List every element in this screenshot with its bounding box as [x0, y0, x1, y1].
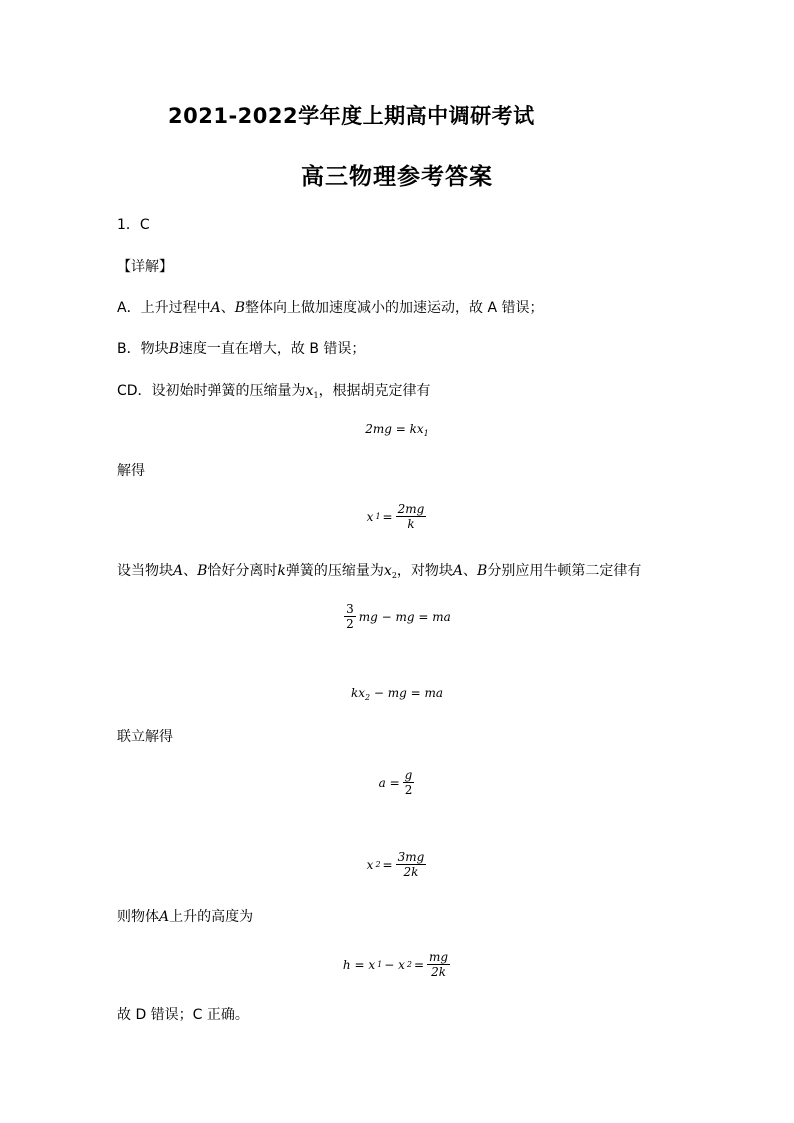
denominator: 2: [404, 783, 413, 797]
eq-a-lhs: a =: [378, 775, 400, 790]
equation-x1: [0, 502, 794, 531]
eq-newton-b-kx: kx: [350, 686, 365, 700]
eq-newton-b-rest: − mg = ma: [370, 686, 444, 700]
denominator: 2: [346, 617, 354, 631]
conclusion-line: 故 D 错误；C 正确。: [117, 1007, 249, 1023]
setup-text-4: ，对物块: [396, 563, 453, 579]
setup-text-3: 弹簧的压缩量为: [285, 563, 384, 579]
combined-solve-label: 联立解得: [117, 729, 173, 745]
equation-x2: [0, 850, 794, 879]
document-title: 2021-2022学年度上期高中调研考试: [168, 104, 535, 128]
option-a-line: [117, 299, 543, 317]
option-b-line: [117, 340, 365, 358]
fraction: [396, 502, 427, 531]
setup-text-5: 分别应用牛顿第二定律有: [487, 563, 642, 579]
equation-newton-b: [0, 686, 794, 702]
option-b-prefix: B．物块: [117, 341, 169, 357]
var-a: A: [210, 300, 221, 316]
separator: 、: [463, 563, 478, 579]
option-a-prefix: A．上升过程中: [117, 300, 211, 316]
eq-x2-lhs: x: [366, 857, 374, 872]
equation-h: [0, 950, 794, 979]
denominator: 2k: [431, 965, 446, 979]
equation-a: [0, 768, 794, 797]
var-a: A: [452, 563, 464, 579]
option-cd-prefix: CD．设初始时弹簧的压缩量为: [117, 383, 306, 399]
equation-newton-a: [0, 602, 794, 631]
denominator: 2k: [403, 865, 419, 879]
var-a: A: [173, 563, 184, 579]
subscript-1: 1: [375, 512, 381, 521]
var-x: x: [305, 383, 314, 399]
var-b: B: [234, 300, 245, 316]
document-subtitle: 高三物理参考答案: [301, 164, 493, 190]
fraction: [403, 768, 415, 797]
numerator: 2mg: [397, 502, 425, 516]
eq-equals: =: [413, 957, 424, 972]
numerator: g: [404, 768, 413, 782]
height-suffix: 上升的高度为: [169, 909, 254, 925]
eq-equals: =: [382, 509, 393, 524]
eq-h-part: h = x: [342, 957, 376, 972]
fraction: [396, 850, 427, 879]
numerator: 3mg: [397, 850, 425, 864]
subscript-1: 1: [377, 960, 383, 969]
height-line: [117, 908, 253, 926]
option-cd-suffix: ，根据胡克定律有: [318, 383, 431, 399]
var-x: x: [383, 563, 392, 579]
option-a-suffix: 整体向上做加速度减小的加速运动，故 A 错误；: [245, 300, 544, 316]
equation-hooke: [0, 422, 794, 438]
height-prefix: 则物体: [117, 909, 159, 925]
eq-newton-a-rest: mg − mg = ma: [358, 609, 451, 624]
numerator: 3: [346, 602, 354, 616]
subscript-2: 2: [406, 960, 412, 969]
subscript-1: 1: [313, 391, 319, 400]
subscript-2: 2: [391, 571, 397, 580]
option-cd-line: [117, 382, 431, 405]
var-a: A: [159, 909, 170, 925]
setup-text-1: 设当物块: [117, 563, 173, 579]
subscript-2: 2: [375, 860, 381, 869]
solve-label: 解得: [117, 463, 145, 479]
separator: 、: [183, 563, 198, 579]
question-number: 1．C: [117, 217, 150, 233]
option-b-suffix: 速度一直在增大，故 B 错误；: [178, 341, 366, 357]
var-b: B: [477, 563, 488, 579]
var-k: k: [277, 563, 286, 579]
var-b: B: [197, 563, 208, 579]
equation-hooke-text: 2mg = kx: [365, 422, 424, 436]
setup-text-2: 恰好分离时: [207, 563, 278, 579]
setup-line: [117, 562, 641, 585]
numerator: mg: [429, 950, 449, 964]
subscript-1: 1: [423, 429, 429, 438]
fraction: [427, 950, 450, 979]
fraction: [344, 602, 356, 631]
var-b: B: [168, 341, 179, 357]
eq-x1-lhs: x: [366, 509, 374, 524]
denominator: k: [407, 517, 415, 531]
separator: 、: [220, 300, 235, 316]
detail-heading: 【详解】: [117, 259, 173, 275]
eq-equals: =: [382, 857, 393, 872]
subscript-2: 2: [364, 693, 371, 702]
eq-h-minus: − x: [384, 957, 405, 972]
